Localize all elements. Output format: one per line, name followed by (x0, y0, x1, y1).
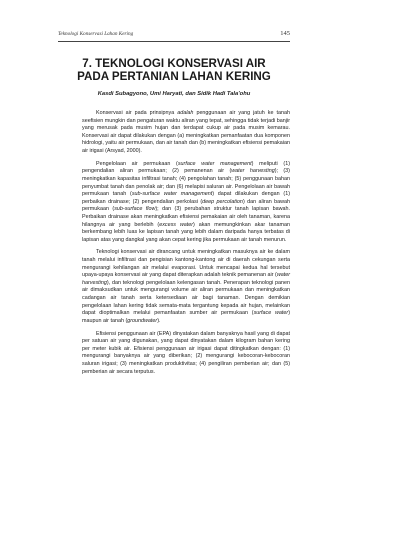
body-paragraph-3: Teknologi konservasi air dirancang untuk meningkatkan masuknya air ke dalam tanah melalui infiltrasi dan pengisian kantong-kantong air di daerah cekungan serta mengurangi kehilangan air melalui evaporasi. Untuk mencapai kedua hal tersebut upaya-upaya konservasi air yang dapat diterapkan adalah teknik pemanenan air (water harvesting), dan teknologi pengelolaan kelengasan tanah. Penerapan teknologi panen air dimaksudkan untuk mengurangi volume air aliran permukaan dan meningkatkan cadangan air tanah serta ketersediaan air bagi tanaman. Dengan demikian pengelolaan lahan kering tidak semata-mata tergantung kepada air hujan, melainkan dapat dioptimalkan melalui pemanfaatan sumber air permukaan (surface water) maupun air tanah (groundwater). (82, 249, 291, 324)
running-title: Teknologi Konservasi Lahan Kering (58, 31, 134, 37)
chapter-title-line-2: PADA PERTANIAN LAHAN KERING (77, 70, 271, 83)
chapter-title-line-1: 7. TEKNOLOGI KONSERVASI AIR (82, 57, 266, 70)
body-paragraph-2: Pengelolaan air permukaan (surface water management) meliputi (1) pengendalian aliran permukaan; (2) pemanenan air (water harvesting); (3) meningkatkan kapasitas infiltrasi tanah; (4) pengolahan tanah; (5) penggunaan bahan penyumbat tanah dan penolak air; dan (6) melapisi saluran air. Pengelolaan air bawah permukaan tanah (sub-surface water management) dapat dilakukan dengan (1) perbaikan drainase; (2) pengendalian perkolasi (deep percolation) dan aliran bawah permukaan (sub-surface flow); dan (3) perubahan struktur tanah lapisan bawah. Perbaikan drainase akan meningkatkan efisiensi pemakaian air oleh tanaman, karena hilangnya air yang berlebih (excess water) akan memungkinkan akar tanaman berkembang lebih luas ke lapisan tanah yang lebih dalam daripada hanya terbatas di lapisan atas yang dangkal yang akan cepat kering jika permukaan air tanah menurun. (82, 160, 290, 243)
running-header (58, 27, 290, 42)
chapter-authors: Kasdi Subagyono, Umi Haryati, dan Sidik Hadi Tala'ohu (97, 91, 251, 97)
chapter-body (82, 110, 290, 381)
chapter-title (58, 57, 290, 83)
page-number: 145 (280, 30, 290, 37)
body-paragraph-4: Efisiensi penggunaan air (EPA) dinyatakan dalam banyaknya hasil yang di dapat per satuan air yang digunakan, yang dapat dinyatakan dalam kilogram bahan kering per meter kubik air. Efisiensi penggunaan air irigasi dapat ditingkatkan dengan: (1) mengurangi banyaknya air yang diberikan; (2) mengurangi kebocoran-kebocoran saluran irigasi; (3) meningkatkan produktivitas; (4) pengiliran pemberian air; dan (5) pemberian air secara terputus. (82, 330, 290, 375)
body-paragraph-1: Konservasi air pada prinsipnya adalah penggunaan air yang jatuh ke tanah seefisien mungkin dan pengaturan waktu aliran yang tepat, sehingga tidak terjadi banjir yang merusak pada musim hujan dan terdapat cukup air pada musim kemarau. Konservasi air dapat dilakukan dengan (a) meningkatkan pemanfaatan dua komponen hidrologi, yaitu air permukaan, dan air tanah dan (b) meningkatkan efisiensi pemakaian air irigasi (Arsyad, 2000). (82, 110, 290, 154)
